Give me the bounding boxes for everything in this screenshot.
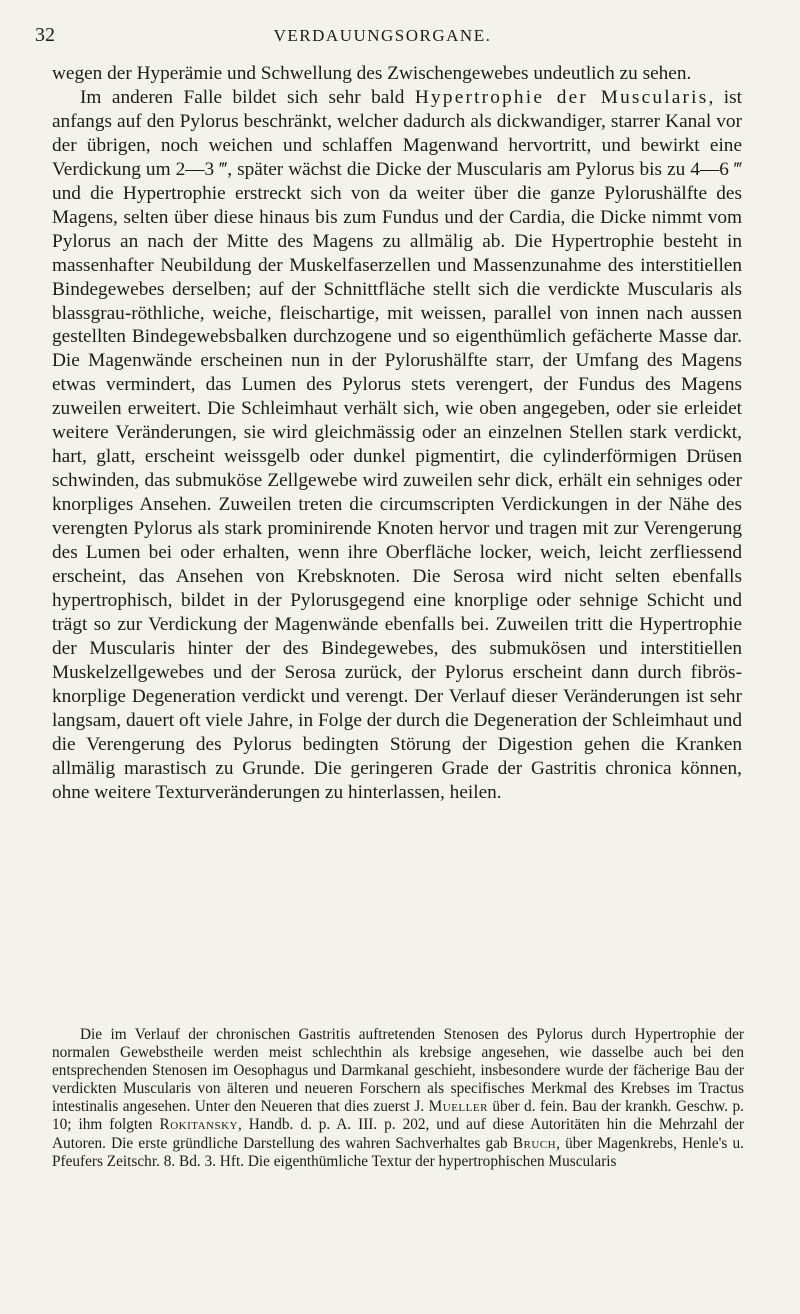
footnote-text: , Handb. d. p. A. III. p. 202, und auf diese Autoritäten hin die Mehrzahl der Autoren. Die erste gründliche Darstellung des wahren Sachverhaltes gab <box>52 1116 744 1152</box>
author-name: Mueller <box>428 1098 488 1116</box>
author-name: Bruch <box>512 1134 557 1152</box>
running-head: VERDAUUNGSORGANE. <box>273 26 492 45</box>
body-text <box>52 62 742 805</box>
paragraph-text: Im anderen Falle bildet sich sehr bald <box>80 86 415 108</box>
page-number: 32 <box>35 24 55 46</box>
paragraph-hypertrophy <box>52 86 742 805</box>
footnote <box>52 1026 744 1171</box>
emphasized-term: Hypertrophie der Muscularis <box>414 86 709 108</box>
page-header <box>35 18 730 48</box>
footnote-text: Die im Verlauf der chronischen Gastritis auftretenden Stenosen des Pylorus durch Hypertrophie der normalen Gewebstheile werden meist schlechthin als krebsige angesehen, wie dasselbe auch bei den entsprechenden Stenosen im Oesophagus und Darmkanal geschieht, insbesondere wurde der fächerige Bau der verdickten Muscularis von älteren und neueren Forschern als specifisches Merkmal des Krebses im Tractus intestinalis angesehen. Unter den Neueren that dies zuerst J. <box>52 1026 744 1116</box>
paragraph-text: , ist anfangs auf den Pylorus beschränkt, welcher dadurch als dickwandiger, starrer Kanal vor der übrigen, noch weichen und schlaffen Magenwand hervortritt, und bewirkt eine Verdickung um 2—3 ‴, später wächst die Dicke der Muscularis am Pylorus bis zu 4—6 ‴ und die Hypertrophie erstreckt sich von da weiter über die ganze Pylorushälfte des Magens, selten über diese hinaus bis zum Fundus und der Cardia, die Dicke nimmt vom Pylorus an nach der Mitte des Magens zu allmälig ab. Die Hypertrophie besteht in massenhafter Neubildung der Muskelfaserzellen und Massenzunahme des interstitiellen Bindegewebes derselben; auf der Schnittfläche stellt sich die verdickte Muscularis als blassgrau-röthliche, weiche, fleischartige, mit weissen, parallel von innen nach aussen gestellten Bindegewebsbalken durchzogene und so eigenthümlich gefächerte Masse dar. Die Magenwände erscheinen nun in der Pylorushälfte starr, der Umfang des Magens etwas vermindert, das Lumen des Pylorus stets verengert, der Fundus des Magens zuweilen erweitert. Die Schleimhaut verhält sich, wie oben angegeben, oder sie erleidet weitere Veränderungen, sie wird gleichmässig oder an einzelnen Stellen stark verdickt, hart, glatt, erscheint weissgelb oder dunkel pigmentirt, die cylinderförmigen Drüsen schwinden, das submuköse Zellgewebe wird zuweilen sehr dick, erhält ein sehniges oder knorpliges Ansehen. Zuweilen treten die circumscripten Verdickungen in der Nähe des verengten Pylorus als stark prominirende Knoten hervor und tragen mit zur Verengerung des Lumen bei oder erhalten, wenn ihre Oberfläche locker, weich, leicht zerfliessend erscheint, das Ansehen von Krebsknoten. Die Serosa wird nicht selten ebenfalls hypertrophisch, bildet in der Pylorusgegend eine knorplige oder sehnige Schicht und trägt so zur Verdickung der Magenwände ebenfalls bei. Zuweilen tritt die Hypertrophie der Muscularis hinter der des Bindegewebes, des submukösen und interstitiellen Muskelzellgewebes und der Serosa zurück, der Pylorus erscheint dann durch fibrös-knorplige Degeneration verdickt und verengt. Der Verlauf dieser Veränderungen ist sehr langsam, dauert oft viele Jahre, in Folge der durch die Degeneration der Schleimhaut und die Verengerung des Pylorus bedingten Störung der Digestion gehen die Kranken allmälig marastisch zu Grunde. Die geringeren Grade der Gastritis chronica können, ohne weitere Texturveränderungen zu hinterlassen, heilen. <box>52 86 742 803</box>
author-name: Rokitansky <box>159 1116 238 1134</box>
paragraph-continuation: wegen der Hyperämie und Schwellung des Zwischengewebes undeutlich zu sehen. <box>52 63 692 84</box>
footnote-text: über d. fein. Bau der krankh. Geschw. p. 10; ihm folgten <box>52 1098 744 1134</box>
footnote-text: , über Magenkrebs, Henle's u. Pfeufers Zeitschr. 8. Bd. 3. Hft. Die eigenthümliche Textur der hypertrophischen Muscularis <box>52 1134 744 1170</box>
